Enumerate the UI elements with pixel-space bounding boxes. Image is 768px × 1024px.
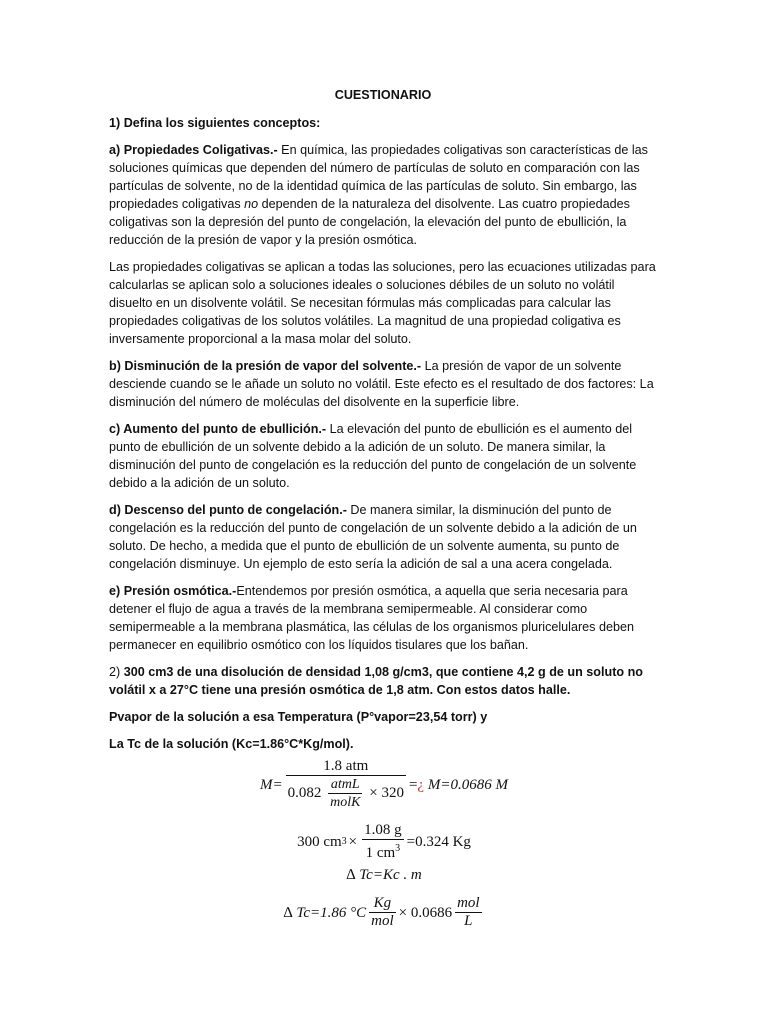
inverted-question-glyph: ¿ (417, 776, 425, 793)
term-e-label: e) Presión osmótica.- (109, 584, 237, 598)
equation-delta-tc: ∆ Tc=Kc . m (346, 867, 422, 883)
molarity-fraction: 1.8 atm 0.082 $\frac{\text{atmL}}{\text{molK}}$ × 320 (287, 758, 404, 810)
document-body (109, 86, 657, 762)
paragraph-a: a) Propiedades Coligativas.- En química, las propiedades coligativas son características de las soluciones químicas que dependen del número de partículas de soluto en comparación con las partículas de solvente, no de la identidad química de las partículas de soluto. Sin embargo, las propiedades coligativas no dependen de la naturaleza del disolvente. Las cuatro propiedades coligativas son la depresión del punto de congelación, la elevación del punto de ebullición, la reducción de la presión de vapor y la presión osmótica. (109, 143, 648, 247)
term-c-label: c) Aumento del punto de ebullición.- (109, 422, 327, 436)
term-a-label: a) Propiedades Coligativas.- (109, 143, 278, 157)
page-title: CUESTIONARIO (334, 88, 432, 102)
question-1-heading: 1) Defina los siguientes conceptos: (109, 116, 321, 130)
equation-mass: 300 cm 3 × $\frac{1.08 g}{1 cm^3}$ =0.324 Kg (297, 822, 471, 861)
paragraph-a-2: Las propiedades coligativas se aplican a todas las soluciones, pero las ecuaciones utilizadas para calcularlas se aplican solo a soluciones ideales o soluciones débiles de un soluto no volátil disuelto en un disolvente volátil. Se necesitan fórmulas más complicadas para calcular las propiedades coligativas de los solutos volátiles. La magnitud de una propiedad coligativa es inversamente proporcional a la masa molar del soluto. (109, 260, 656, 346)
paragraph-d: d) Descenso del punto de congelación.- De manera similar, la disminución del punto de congelación es la reducción del punto de congelación de un solvente debido a la adición de un soluto. De hecho, a medida que el punto de ebullición de un solvente aumenta, su punto de congelación disminuye. Un ejemplo de esto sería la adición de sal a una acera congelada. (109, 503, 637, 571)
paragraph-b: b) Disminución de la presión de vapor del solvente.- La presión de vapor de un solvente desciende cuando se le añade un soluto no volátil. Este efecto es el resultado de dos factores: La disminución del número de moléculas del disolvente en la superficie libre. (109, 359, 654, 409)
term-b-label: b) Disminución de la presión de vapor del solvente.- (109, 359, 422, 373)
question-2-line-tc: La Tc de la solución (Kc=1.86°C*Kg/mol). (109, 737, 354, 751)
paragraph-e: e) Presión osmótica.-Entendemos por presión osmótica, a aquella que seria necesaria para detener el flujo de agua a través de la membrana semipermeable. Al considerar como semipermeable a la membrana plasmática, las células de los organismos pluricelulares deben permanecer en equilibrio osmótico con los líquidos tisulares que los bañan. (109, 584, 635, 652)
kc-unit-fraction: $\frac{Kg}{\text{mol}}$ (371, 895, 394, 929)
term-d-label: d) Descenso del punto de congelación.- (109, 503, 347, 517)
molality-unit-fraction: $\frac{\text{mol}}{L}$ (457, 895, 480, 929)
question-2-statement: 2) 300 cm3 de una disolución de densidad 1,08 g/cm3, que contiene 4,2 g de un soluto no volátil x a 27°C tiene una presión osmótica de 1,8 atm. Con estos datos halle. (109, 665, 643, 697)
paragraph-c: c) Aumento del punto de ebullición.- La elevación del punto de ebullición es el aumento del punto de ebullición de un solvente debido a la adición de un soluto. De manera similar, la disminución del punto de congelación es la reducción del punto de congelación de un solvente debido a la adición de un soluto. (109, 422, 637, 490)
question-2-line-pvapor: Pvapor de la solución a esa Temperatura (P°vapor=23,54 torr) y (109, 710, 488, 724)
density-fraction: $\frac{1.08 g}{1 cm^3}$ (364, 822, 402, 861)
emphasis-no: no (244, 197, 259, 211)
equation-molarity: M= 1.8 atm 0.082 $\frac{\text{atmL}}{\text{molK}}$ × 320 = ¿ M=0.0686 M (260, 758, 508, 810)
equation-delta-tc-values: ∆ Tc=1.86 °C $\frac{Kg}{\text{mol}}$ × 0.0686 $\frac{\text{mol}}{L}$ (283, 895, 480, 929)
